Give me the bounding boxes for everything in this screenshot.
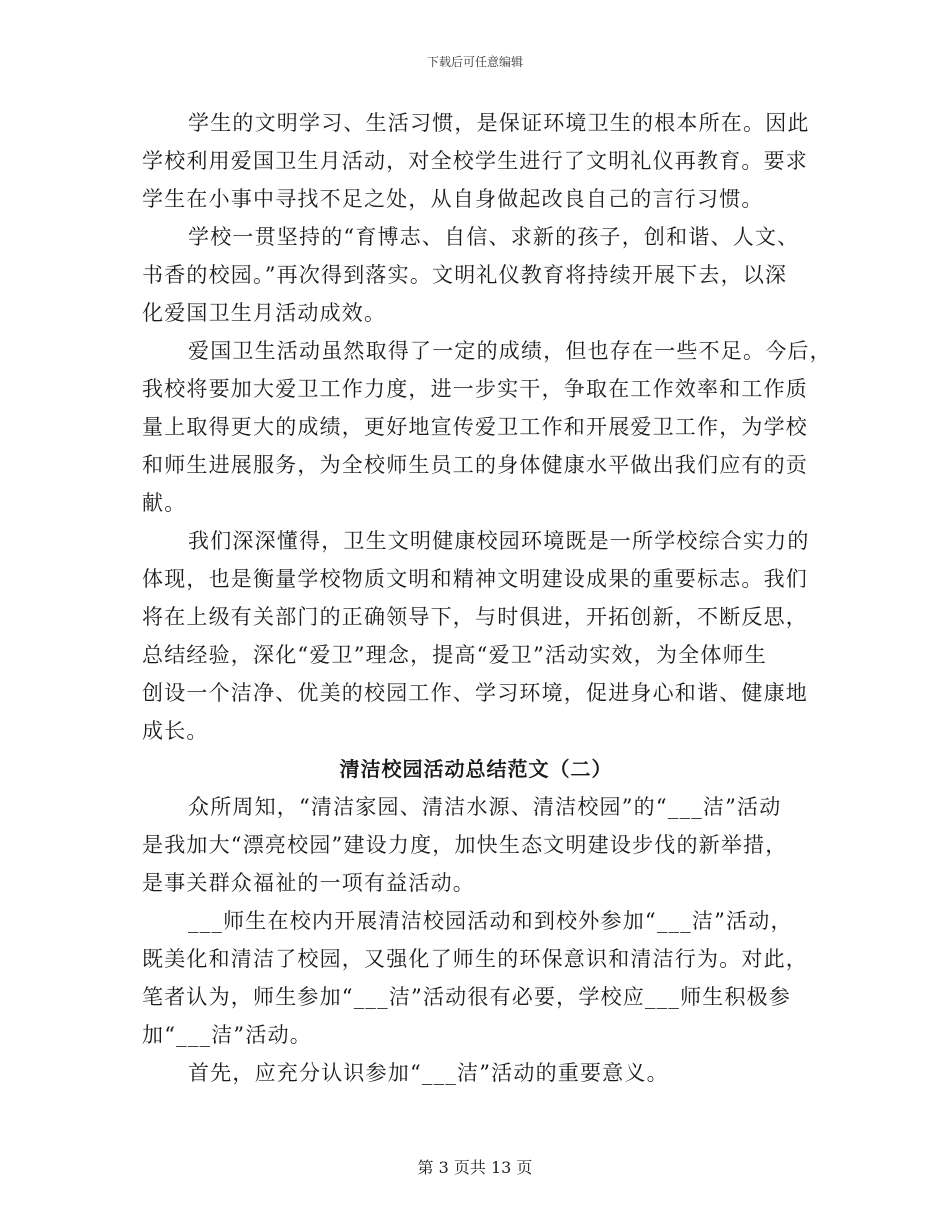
section-heading: 清洁校园活动总结范文（二） <box>339 757 613 781</box>
text-line: 我校将要加大爱卫工作力度，进一步实干，争取在工作效率和工作质 <box>142 377 808 401</box>
text-line: 学校一贯坚持的“育博志、自信、求新的孩子，创和谐、人文、 <box>188 225 800 249</box>
text-line: 书香的校园。”再次得到落实。文明礼仪教育将持续开展下去，以深 <box>142 263 788 287</box>
text-line: 笔者认为，师生参加“___洁”活动很有必要，学校应___师生积极参 <box>142 985 792 1009</box>
text-line: 和师生进展服务，为全校师生员工的身体健康水平做出我们应有的贡 <box>142 453 808 477</box>
text-line: 学生的文明学习、生活习惯，是保证环境卫生的根本所在。因此 <box>188 111 810 135</box>
text-line: 是我加大“漂亮校园”建设力度，加快生态文明建设步伐的新举措， <box>142 833 788 857</box>
text-line: 既美化和清洁了校园，又强化了师生的环保意识和清洁行为。对此， <box>142 947 808 971</box>
page-number: 第 3 页共 13 页 <box>417 1158 533 1177</box>
text-line: 学生在小事中寻找不足之处，从自身做起改良自己的言行习惯。 <box>142 187 764 211</box>
text-line: 创设一个洁净、优美的校园工作、学习环境，促进身心和谐、健康地 <box>142 681 808 705</box>
page-header-note: 下载后可任意编辑 <box>426 55 523 69</box>
text-line: 化爱国卫生月活动成效。 <box>142 301 387 325</box>
document-body <box>142 104 832 1092</box>
text-line: 总结经验，深化“爱卫”理念，提高“爱卫”活动实效，为全体师生 <box>142 643 767 667</box>
text-line: 我们深深懂得，卫生文明健康校园环境既是一所学校综合实力的 <box>188 529 810 553</box>
text-line: 首先，应充分认识参加“___洁”活动的重要意义。 <box>188 1061 669 1085</box>
text-line: 量上取得更大的成绩，更好地宣传爱卫工作和开展爱卫工作，为学校 <box>142 415 808 439</box>
text-line: ___师生在校内开展清洁校园活动和到校外参加“___洁”活动， <box>188 909 793 933</box>
text-line: 献。 <box>142 491 187 515</box>
text-line: 加“___洁”活动。 <box>142 1023 312 1047</box>
text-line: 众所周知，“清洁家园、清洁水源、清洁校园”的“___洁”活动 <box>188 795 782 819</box>
text-line: 成长。 <box>142 719 209 743</box>
text-line: 爱国卫生活动虽然取得了一定的成绩，但也存在一些不足。今后， <box>188 339 832 363</box>
text-line: 学校利用爱国卫生月活动，对全校学生进行了文明礼仪再教育。要求 <box>142 149 808 173</box>
text-line: 将在上级有关部门的正确领导下，与时俱进，开拓创新，不断反思， <box>142 605 808 629</box>
text-line: 是事关群众福祉的一项有益活动。 <box>142 871 475 895</box>
text-line: 体现，也是衡量学校物质文明和精神文明建设成果的重要标志。我们 <box>142 567 808 591</box>
